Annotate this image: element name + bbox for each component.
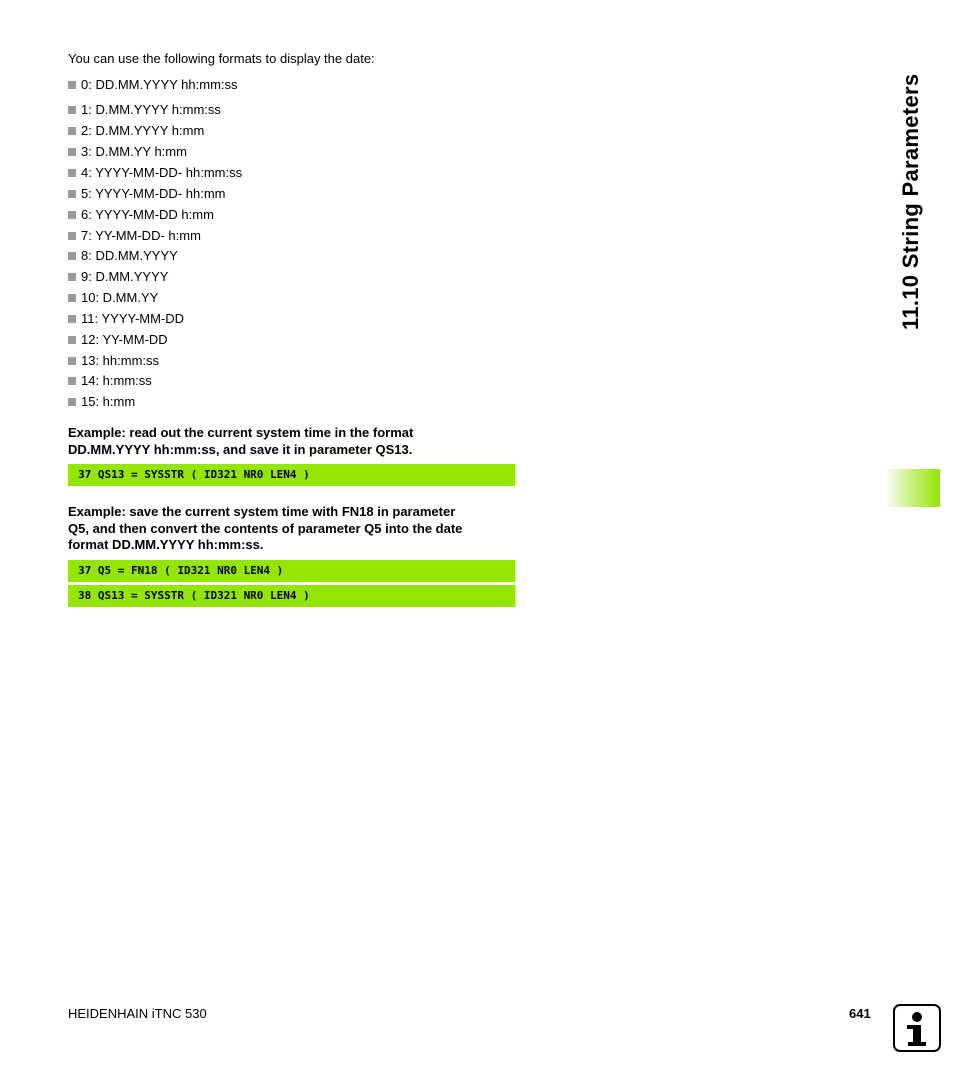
list-item: 9: D.MM.YYYY <box>68 269 168 285</box>
bullet-square-icon <box>68 336 76 344</box>
bullet-square-icon <box>68 377 76 385</box>
bullet-square-icon <box>68 148 76 156</box>
list-item: 0: DD.MM.YYYY hh:mm:ss <box>68 77 238 93</box>
info-dot <box>912 1012 922 1022</box>
bullet-square-icon <box>68 127 76 135</box>
chapter-tab-marker <box>884 469 940 507</box>
bullet-square-icon <box>68 315 76 323</box>
list-item: 5: YYYY-MM-DD- hh:mm <box>68 186 225 202</box>
bullet-square-icon <box>68 357 76 365</box>
list-item: 13: hh:mm:ss <box>68 353 159 369</box>
list-item: 11: YYYY-MM-DD <box>68 311 184 327</box>
info-stem <box>910 1025 922 1046</box>
list-item: 14: h:mm:ss <box>68 373 152 389</box>
example-1-heading: Example: read out the current system time in the format DD.MM.YYYY hh:mm:ss, and save it in parameter QS13. <box>68 425 414 457</box>
bullet-square-icon <box>68 169 76 177</box>
code-line: 37 QS13 = SYSSTR ( ID321 NR0 LEN4 ) <box>68 464 515 486</box>
list-item: 15: h:mm <box>68 394 135 410</box>
bullet-square-icon <box>68 190 76 198</box>
list-item: 6: YYYY-MM-DD h:mm <box>68 207 214 223</box>
list-item: 3: D.MM.YY h:mm <box>68 144 187 160</box>
page-number: 641 <box>849 1006 871 1021</box>
list-item: 10: D.MM.YY <box>68 290 158 306</box>
code-line: 37 Q5 = FN18 ( ID321 NR0 LEN4 ) <box>68 560 515 582</box>
list-item: 8: DD.MM.YYYY <box>68 248 178 264</box>
intro-text: You can use the following formats to display the date: <box>68 51 375 66</box>
footer-product: HEIDENHAIN iTNC 530 <box>68 1006 207 1021</box>
list-item: 7: YY-MM-DD- h:mm <box>68 228 201 244</box>
info-icon <box>893 1004 941 1052</box>
example-2-heading: Example: save the current system time with FN18 in parameter Q5, and then convert the contents of parameter Q5 into the date format DD.MM.YYYY hh:mm:ss. <box>68 504 463 552</box>
bullet-square-icon <box>68 106 76 114</box>
list-item: 4: YYYY-MM-DD- hh:mm:ss <box>68 165 242 181</box>
list-item: 1: D.MM.YYYY h:mm:ss <box>68 102 221 118</box>
bullet-square-icon <box>68 294 76 302</box>
bullet-square-icon <box>68 252 76 260</box>
bullet-square-icon <box>68 398 76 406</box>
bullet-square-icon <box>68 211 76 219</box>
bullet-square-icon <box>68 232 76 240</box>
bullet-square-icon <box>68 273 76 281</box>
list-item: 2: D.MM.YYYY h:mm <box>68 123 204 139</box>
bullet-square-icon <box>68 81 76 89</box>
list-item: 12: YY-MM-DD <box>68 332 168 348</box>
code-line: 38 QS13 = SYSSTR ( ID321 NR0 LEN4 ) <box>68 585 515 607</box>
